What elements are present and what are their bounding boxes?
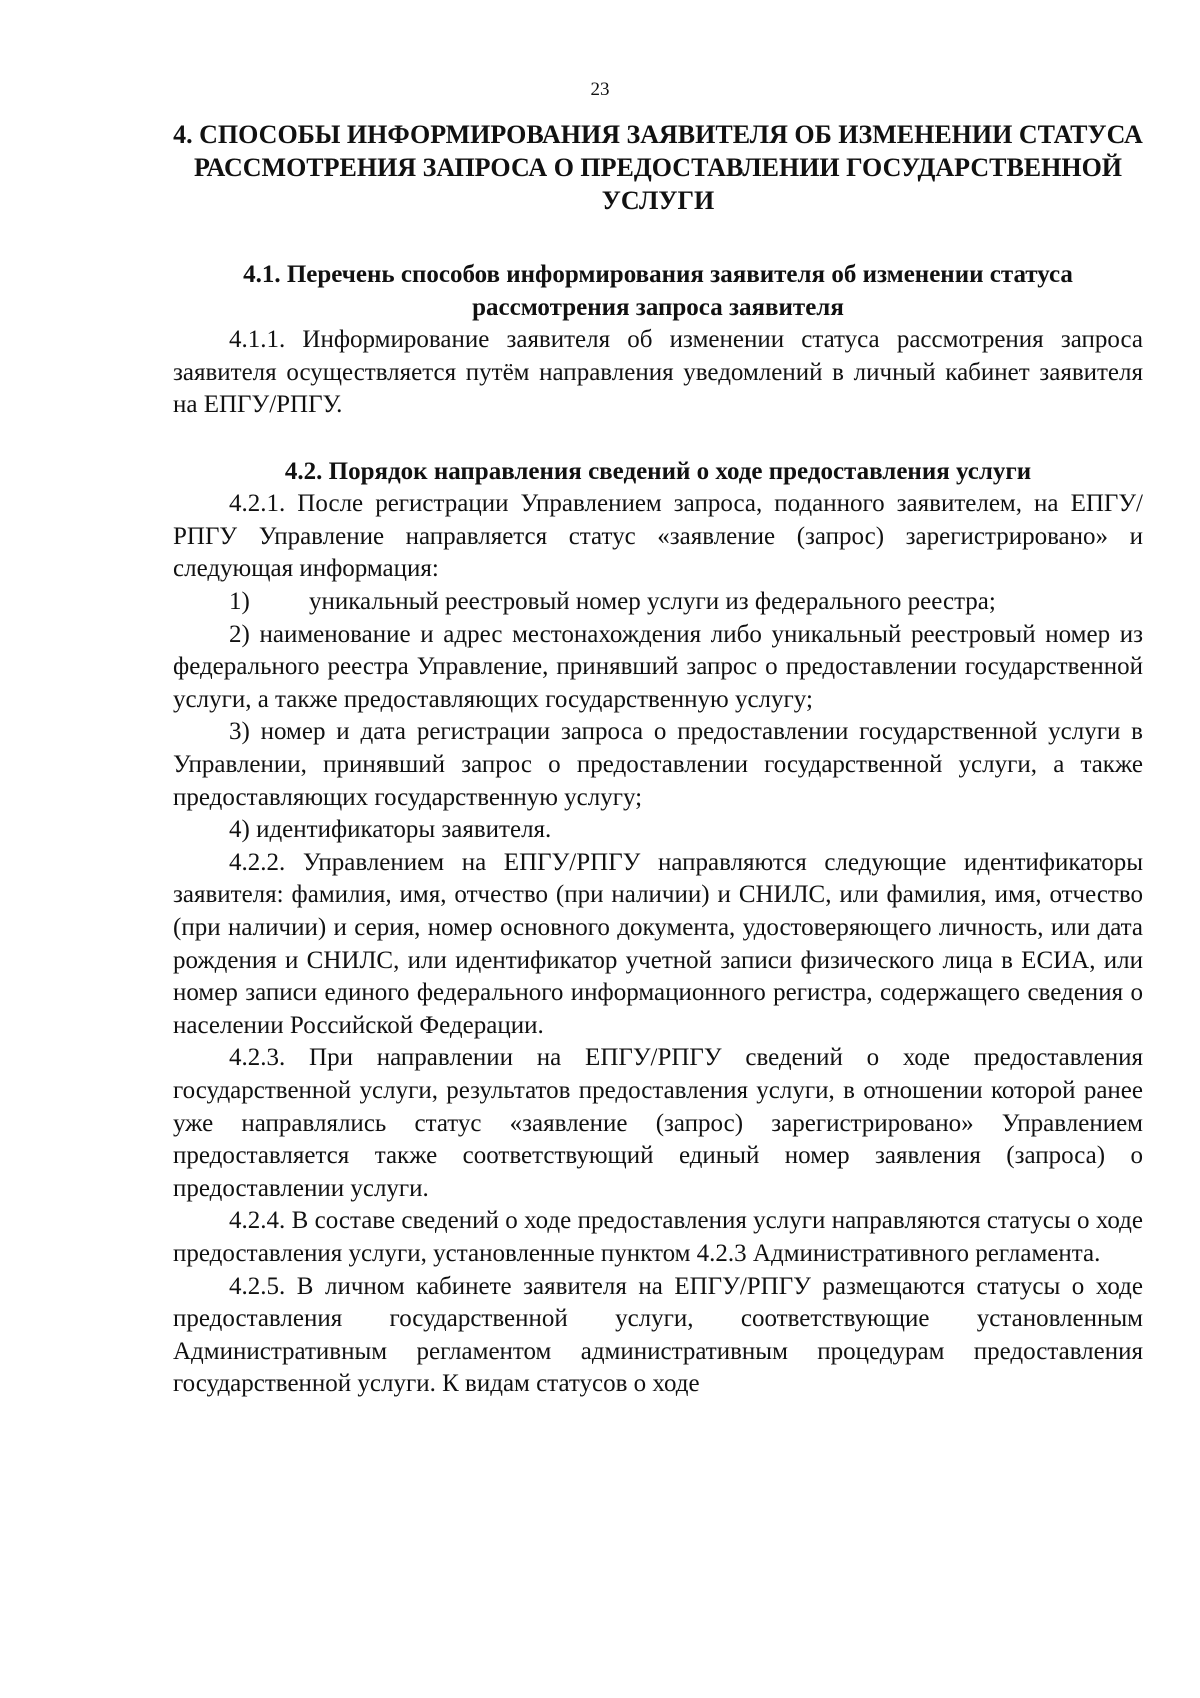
list-item-1-text: уникальный реестровый номер услуги из федерального реестра; bbox=[309, 588, 996, 616]
page-number: 23 bbox=[590, 79, 610, 100]
list-item-1-number: 1) bbox=[229, 588, 250, 616]
section-4-1-title: 4.1. Перечень способов информирования заявителя об изменении статуса рассмотрения запроса заявителя bbox=[243, 261, 1073, 321]
paragraph-4-2-4: 4.2.4. В составе сведений о ходе предоставления услуги направляются статусы о ходе предоставления услуги, установленные пунктом 4.2.3 Административного регламента. bbox=[173, 1207, 1143, 1267]
list-item-2: 2) наименование и адрес местонахождения либо уникальный реестровый номер из федерального реестра Управление, принявший запрос о предоставлении государственной услуги, а также предоставляющих государственную услугу; bbox=[173, 620, 1143, 713]
paragraph-4-2-2: 4.2.2. Управлением на ЕПГУ/РПГУ направляются следующие идентификаторы заявителя: фамилия, имя, отчество (при наличии) и СНИЛС, или фамилия, имя, отчество (при наличии) и серия, номер основного документа, удостоверяющего личность, или дата рождения и СНИЛС, или идентификатор учетной записи физического лица в ЕСИА, или номер записи единого федерального информационного регистра, содержащего сведения о населении Российской Федерации. bbox=[173, 848, 1143, 1039]
paragraph-4-2-5: 4.2.5. В личном кабинете заявителя на ЕПГУ/РПГУ размещаются статусы о ходе предоставления государственной услуги, соответствующие установленным Административным регламентом административным процедурам предоставления государственной услуги. К видам статусов о ходе bbox=[173, 1272, 1143, 1398]
list-item-3: 3) номер и дата регистрации запроса о предоставлении государственной услуги в Управлении, принявший запрос о предоставлении государственной услуги, а также предоставляющих государственную услугу; bbox=[173, 718, 1143, 811]
paragraph-4-2-3: 4.2.3. При направлении на ЕПГУ/РПГУ сведений о ходе предоставления государственной услуги, результатов предоставления услуги, в отношении которой ранее уже направлялись статус «заявление (запрос) зарегистрировано» Управлением предоставляется также соответствующий единый номер заявления (запроса) о предоставлении услуги. bbox=[173, 1044, 1143, 1202]
document-body bbox=[173, 118, 1143, 1401]
list-item-4: 4) идентификаторы заявителя. bbox=[229, 816, 552, 844]
chapter-title: 4. СПОСОБЫ ИНФОРМИРОВАНИЯ ЗАЯВИТЕЛЯ ОБ ИЗМЕНЕНИИ СТАТУСА РАССМОТРЕНИЯ ЗАПРОСА О ПРЕДОСТАВЛЕНИИ ГОСУДАРСТВЕННОЙ УСЛУГИ bbox=[173, 120, 1143, 215]
section-4-2-title: 4.2. Порядок направления сведений о ходе предоставления услуги bbox=[284, 457, 1032, 485]
paragraph-4-1-1: 4.1.1. Информирование заявителя об изменении статуса рассмотрения запроса заявителя осуществляется путём направления уведомлений в личный кабинет заявителя на ЕПГУ/РПГУ. bbox=[173, 326, 1143, 419]
list-item-1 bbox=[173, 586, 1143, 619]
paragraph-4-2-1: 4.2.1. После регистрации Управлением запроса, поданного заявителем, на ЕПГУ/РПГУ Управление направляется статус «заявление (запрос) зарегистрировано» и следующая информация: bbox=[173, 490, 1143, 583]
